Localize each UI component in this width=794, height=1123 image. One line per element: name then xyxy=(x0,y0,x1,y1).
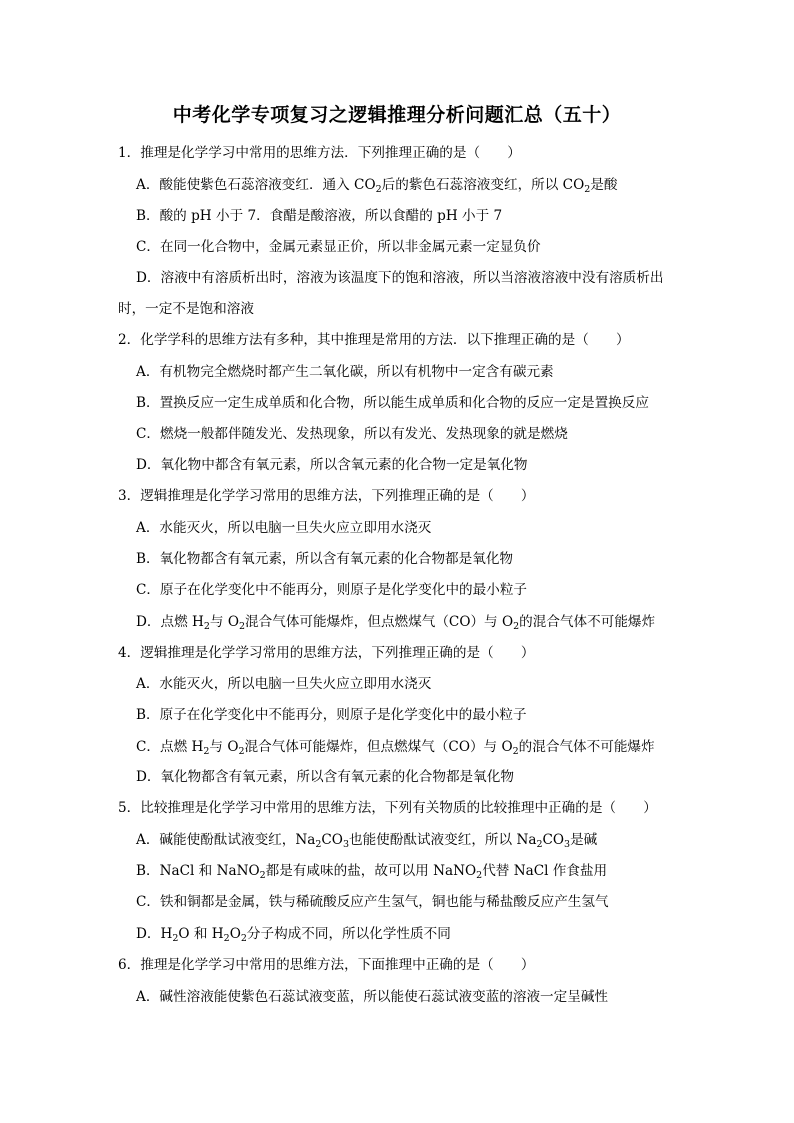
question-2-option-c: C．燃烧一般都伴随发光、发热现象，所以有发光、发热现象的就是燃烧 xyxy=(136,426,568,442)
question-1-option-b: B．酸的 pH 小于 7．食醋是酸溶液，所以食醋的 pH 小于 7 xyxy=(136,208,503,224)
question-1-option-d-continued: 时，一定不是饱和溶液 xyxy=(118,301,254,317)
question-2-option-a: A．有机物完全燃烧时都产生二氧化碳，所以有机物中一定含有碳元素 xyxy=(136,364,554,380)
question-4-option-d: D．氧化物都含有氧元素，所以含有氧元素的化合物都是氧化物 xyxy=(136,769,514,785)
question-6-stem: 6．推理是化学学习中常用的思维方法，下面推理中正确的是（ ） xyxy=(118,957,535,973)
question-5-option-a: A．碱能使酚酞试液变红，$Na_2CO_3$也能使酚酞试液变红，所以 $Na_2CO_3$是碱 xyxy=(136,832,598,850)
question-5-stem: 5．比较推理是化学学习中常用的思维方法，下列有关物质的比较推理中正确的是（ ） xyxy=(118,800,657,816)
question-5-option-c: C．铁和铜都是金属，铁与稀硫酸反应产生氢气，铜也能与稀盐酸反应产生氢气 xyxy=(136,894,609,910)
question-3-stem: 3．逻辑推理是化学学习常用的思维方法，下列推理正确的是（ ） xyxy=(118,488,535,504)
question-1-option-d: D．溶液中有溶质析出时，溶液为该温度下的饱和溶液，所以当溶液溶液中没有溶质析出 xyxy=(136,270,664,286)
question-1-stem: 1．推理是化学学习中常用的思维方法．下列推理正确的是（ ） xyxy=(118,145,521,161)
question-4-option-a: A．水能灭火，所以电脑一旦失火应立即用水浇灭 xyxy=(136,676,432,692)
question-5-option-b: B．NaCl 和 NaNO$_2$都是有咸味的盐，故可以用 NaNO$_2$代替 NaCl 作食盐用 xyxy=(136,863,608,881)
question-6-option-a: A．碱性溶液能使紫色石蕊试液变蓝，所以能使石蕊试液变蓝的溶液一定呈碱性 xyxy=(136,989,609,1005)
question-1-option-a: A．酸能使紫色石蕊溶液变红．通入 $CO_2$后的紫色石蕊溶液变红，所以 $CO_2$是酸 xyxy=(136,177,618,195)
question-3-option-d: D．点燃 $H_2$与 $O_2$混合气体可能爆炸，但点燃煤气（CO）与 $O_2$的混合气体不可能爆炸 xyxy=(136,614,656,632)
question-2-stem: 2．化学学科的思维方法有多种，其中推理是常用的方法．以下推理正确的是（ ） xyxy=(118,332,630,348)
question-4-option-c: C．点燃 $H_2$与 $O_2$混合气体可能爆炸，但点燃煤气（CO）与 $O_2$的混合气体不可能爆炸 xyxy=(136,739,655,757)
question-3-option-c: C．原子在化学变化中不能再分，则原子是化学变化中的最小粒子 xyxy=(136,582,528,598)
question-3-option-b: B．氧化物都含有氧元素，所以含有氧元素的化合物都是氧化物 xyxy=(136,551,514,567)
question-1-option-c: C．在同一化合物中，金属元素显正价，所以非金属元素一定显负价 xyxy=(136,239,541,255)
page-title: 中考化学专项复习之逻辑推理分析问题汇总（五十） xyxy=(172,104,622,126)
question-2-option-b: B．置换反应一定生成单质和化合物，所以能生成单质和化合物的反应一定是置换反应 xyxy=(136,395,649,411)
question-4-stem: 4．逻辑推理是化学学习常用的思维方法，下列推理正确的是（ ） xyxy=(118,645,535,661)
question-2-option-d: D．氧化物中都含有氧元素，所以含氧元素的化合物一定是氧化物 xyxy=(136,457,528,473)
question-5-option-d: D．$H_2O$ 和 $H_2O_2$分子构成不同，所以化学性质不同 xyxy=(136,926,451,944)
question-4-option-b: B．原子在化学变化中不能再分，则原子是化学变化中的最小粒子 xyxy=(136,707,527,723)
question-3-option-a: A．水能灭火，所以电脑一旦失火应立即用水浇灭 xyxy=(136,520,432,536)
